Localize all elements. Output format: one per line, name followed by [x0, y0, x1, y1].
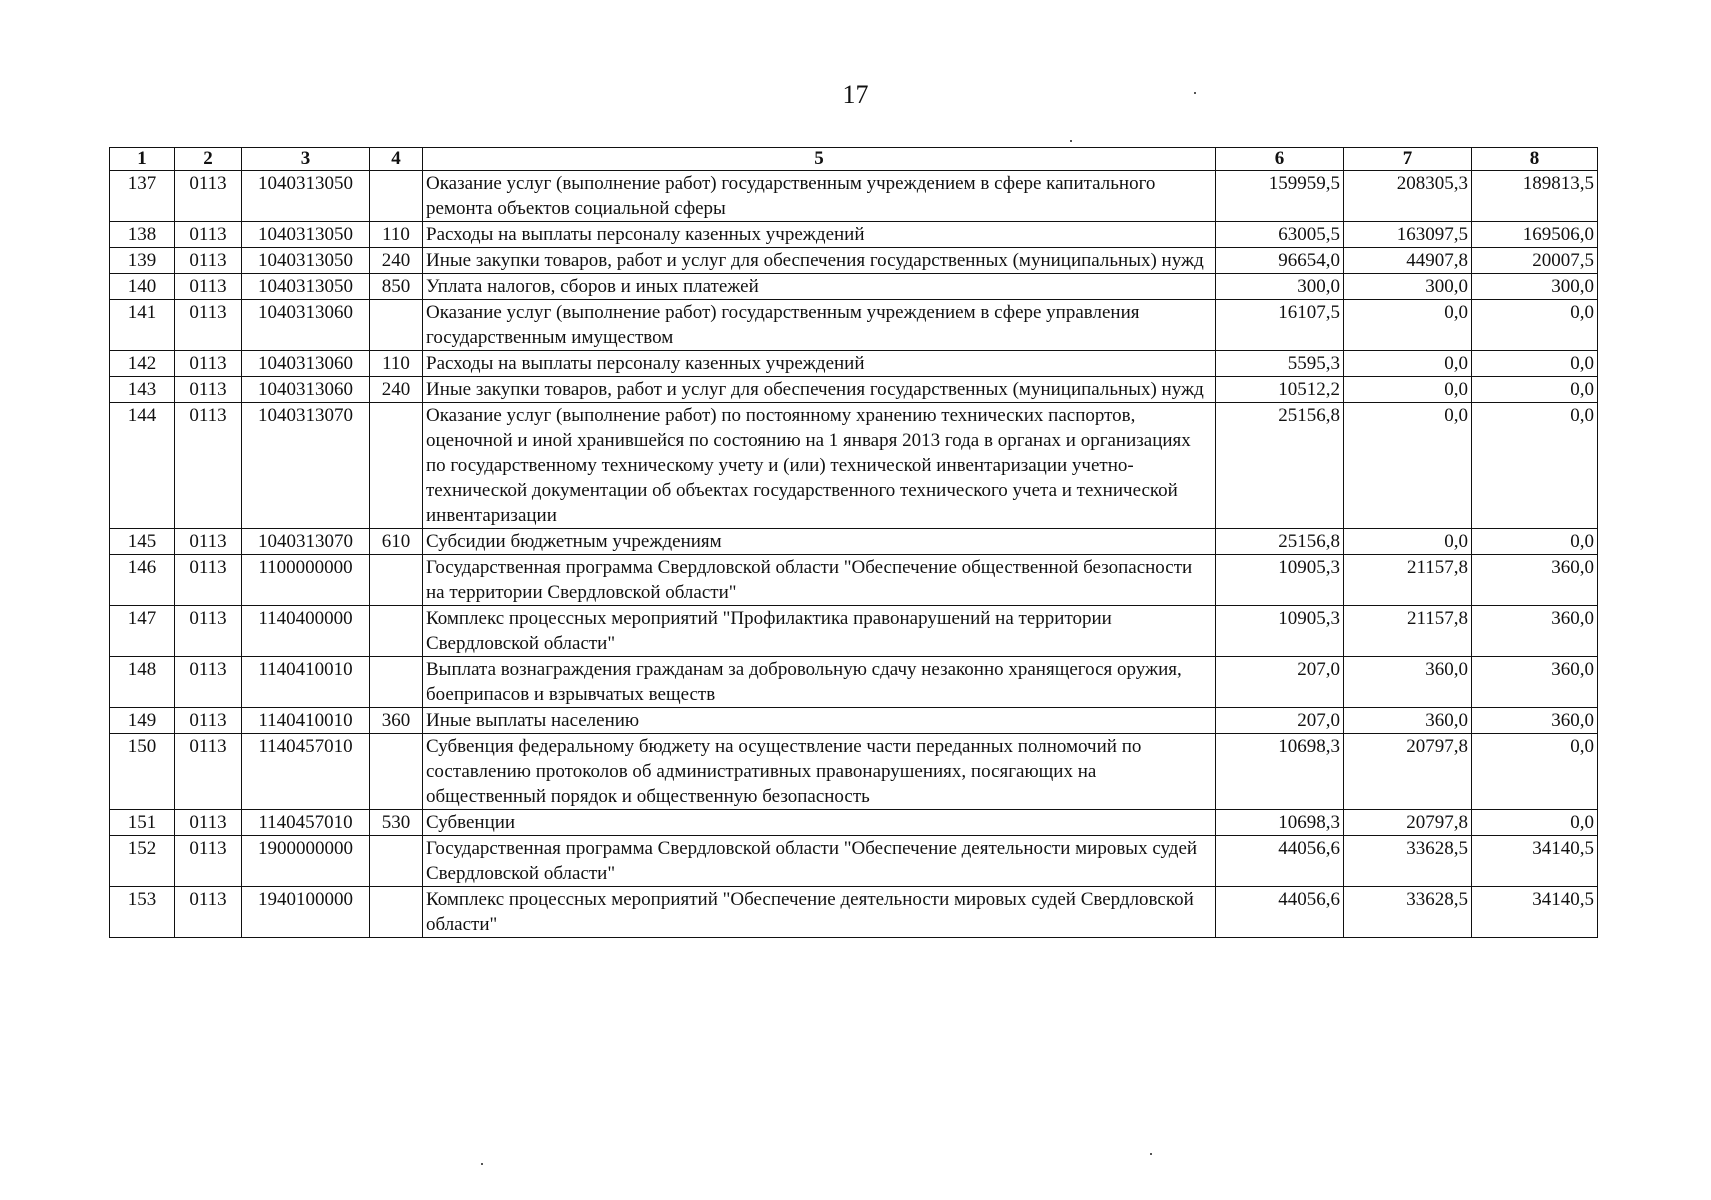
- amount-col8-cell: 0,0: [1472, 300, 1598, 351]
- amount-col7-cell: 0,0: [1344, 351, 1472, 377]
- amount-col6-cell: 25156,8: [1216, 403, 1344, 529]
- table-row: [110, 810, 1598, 836]
- amount-col8-cell: 0,0: [1472, 529, 1598, 555]
- amount-col6-cell: 10698,3: [1216, 734, 1344, 810]
- row-number-cell: 150: [110, 734, 175, 810]
- amount-col8-cell: 360,0: [1472, 657, 1598, 708]
- target-code-cell: 1100000000: [242, 555, 370, 606]
- expense-type-cell: [370, 606, 423, 657]
- section-code-cell: 0113: [175, 274, 242, 300]
- amount-col8-cell: 360,0: [1472, 555, 1598, 606]
- table-row: [110, 555, 1598, 606]
- amount-col7-cell: 0,0: [1344, 529, 1472, 555]
- amount-col7-cell: 360,0: [1344, 708, 1472, 734]
- description-cell: Оказание услуг (выполнение работ) по постоянному хранению технических паспортов, оценочной и иной хранившейся по состоянию на 1 января 2013 года в органах и организациях по государственному техническому учету и (или) технической инвентаризации учетно-технической документации об объектах государственного технического учета и технической инвентаризации: [423, 403, 1216, 529]
- amount-col7-cell: 0,0: [1344, 377, 1472, 403]
- target-code-cell: 1140410010: [242, 708, 370, 734]
- header-row: [110, 148, 1598, 171]
- amount-col6-cell: 63005,5: [1216, 222, 1344, 248]
- amount-col8-cell: 360,0: [1472, 606, 1598, 657]
- row-number-cell: 142: [110, 351, 175, 377]
- description-cell: Расходы на выплаты персоналу казенных учреждений: [423, 222, 1216, 248]
- amount-col8-cell: 0,0: [1472, 734, 1598, 810]
- section-code-cell: 0113: [175, 377, 242, 403]
- amount-col7-cell: 208305,3: [1344, 171, 1472, 222]
- table-row: [110, 529, 1598, 555]
- description-cell: Государственная программа Свердловской области "Обеспечение деятельности мировых судей Свердловской области": [423, 836, 1216, 887]
- target-code-cell: 1040313050: [242, 274, 370, 300]
- scan-speck: [1150, 1153, 1152, 1155]
- amount-col8-cell: 34140,5: [1472, 836, 1598, 887]
- expense-type-cell: 110: [370, 222, 423, 248]
- description-cell: Выплата вознаграждения гражданам за добровольную сдачу незаконно хранящегося оружия, боеприпасов и взрывчатых веществ: [423, 657, 1216, 708]
- description-cell: Иные выплаты населению: [423, 708, 1216, 734]
- amount-col7-cell: 21157,8: [1344, 606, 1472, 657]
- description-cell: Комплекс процессных мероприятий "Профилактика правонарушений на территории Свердловской области": [423, 606, 1216, 657]
- amount-col7-cell: 20797,8: [1344, 734, 1472, 810]
- table-body: [110, 171, 1598, 938]
- target-code-cell: 1040313060: [242, 377, 370, 403]
- expense-type-cell: [370, 887, 423, 938]
- expense-type-cell: 850: [370, 274, 423, 300]
- target-code-cell: 1040313060: [242, 351, 370, 377]
- table-row: [110, 171, 1598, 222]
- amount-col6-cell: 25156,8: [1216, 529, 1344, 555]
- table-row: [110, 222, 1598, 248]
- amount-col6-cell: 207,0: [1216, 657, 1344, 708]
- target-code-cell: 1140410010: [242, 657, 370, 708]
- target-code-cell: 1040313050: [242, 222, 370, 248]
- row-number-cell: 151: [110, 810, 175, 836]
- expense-type-cell: 610: [370, 529, 423, 555]
- expense-type-cell: [370, 403, 423, 529]
- amount-col8-cell: 0,0: [1472, 403, 1598, 529]
- amount-col7-cell: 20797,8: [1344, 810, 1472, 836]
- section-code-cell: 0113: [175, 529, 242, 555]
- scan-speck: [1194, 92, 1196, 94]
- table-row: [110, 403, 1598, 529]
- row-number-cell: 149: [110, 708, 175, 734]
- amount-col8-cell: 0,0: [1472, 810, 1598, 836]
- expense-type-cell: [370, 171, 423, 222]
- amount-col6-cell: 10905,3: [1216, 606, 1344, 657]
- target-code-cell: 1040313070: [242, 403, 370, 529]
- amount-col7-cell: 33628,5: [1344, 887, 1472, 938]
- description-cell: Субвенции: [423, 810, 1216, 836]
- table-row: [110, 657, 1598, 708]
- expense-type-cell: [370, 300, 423, 351]
- section-code-cell: 0113: [175, 403, 242, 529]
- target-code-cell: 1140457010: [242, 734, 370, 810]
- expense-type-cell: 530: [370, 810, 423, 836]
- section-code-cell: 0113: [175, 657, 242, 708]
- budget-table: [109, 147, 1598, 938]
- row-number-cell: 140: [110, 274, 175, 300]
- amount-col6-cell: 5595,3: [1216, 351, 1344, 377]
- scan-speck: [1070, 140, 1072, 142]
- table-row: [110, 606, 1598, 657]
- expense-type-cell: [370, 734, 423, 810]
- expense-type-cell: 240: [370, 248, 423, 274]
- target-code-cell: 1040313070: [242, 529, 370, 555]
- description-cell: Оказание услуг (выполнение работ) государственным учреждением в сфере управления государственным имуществом: [423, 300, 1216, 351]
- amount-col7-cell: 44907,8: [1344, 248, 1472, 274]
- row-number-cell: 152: [110, 836, 175, 887]
- amount-col8-cell: 360,0: [1472, 708, 1598, 734]
- header-cell-2: 2: [175, 148, 242, 171]
- amount-col7-cell: 21157,8: [1344, 555, 1472, 606]
- section-code-cell: 0113: [175, 171, 242, 222]
- table-row: [110, 351, 1598, 377]
- description-cell: Иные закупки товаров, работ и услуг для обеспечения государственных (муниципальных) нужд: [423, 248, 1216, 274]
- header-cell-3: 3: [242, 148, 370, 171]
- target-code-cell: 1140400000: [242, 606, 370, 657]
- amount-col6-cell: 44056,6: [1216, 887, 1344, 938]
- target-code-cell: 1900000000: [242, 836, 370, 887]
- page-number: 17: [842, 80, 869, 109]
- header-cell-8: 8: [1472, 148, 1598, 171]
- section-code-cell: 0113: [175, 222, 242, 248]
- scan-speck: [481, 1163, 483, 1165]
- section-code-cell: 0113: [175, 555, 242, 606]
- amount-col8-cell: 0,0: [1472, 377, 1598, 403]
- header-cell-1: 1: [110, 148, 175, 171]
- section-code-cell: 0113: [175, 836, 242, 887]
- amount-col8-cell: 0,0: [1472, 351, 1598, 377]
- expense-type-cell: 240: [370, 377, 423, 403]
- header-cell-7: 7: [1344, 148, 1472, 171]
- description-cell: Комплекс процессных мероприятий "Обеспечение деятельности мировых судей Свердловской области": [423, 887, 1216, 938]
- table-row: [110, 377, 1598, 403]
- header-cell-6: 6: [1216, 148, 1344, 171]
- amount-col6-cell: 10512,2: [1216, 377, 1344, 403]
- description-cell: Субвенция федеральному бюджету на осуществление части переданных полномочий по составлению протоколов об административных правонарушениях, посягающих на общественный порядок и общественную безопасность: [423, 734, 1216, 810]
- amount-col7-cell: 360,0: [1344, 657, 1472, 708]
- amount-col7-cell: 33628,5: [1344, 836, 1472, 887]
- amount-col6-cell: 96654,0: [1216, 248, 1344, 274]
- header-cell-5: 5: [423, 148, 1216, 171]
- amount-col6-cell: 44056,6: [1216, 836, 1344, 887]
- table-row: [110, 836, 1598, 887]
- description-cell: Оказание услуг (выполнение работ) государственным учреждением в сфере капитального ремонта объектов социальной сферы: [423, 171, 1216, 222]
- target-code-cell: 1040313050: [242, 171, 370, 222]
- description-cell: Субсидии бюджетным учреждениям: [423, 529, 1216, 555]
- expense-type-cell: [370, 657, 423, 708]
- expense-type-cell: 110: [370, 351, 423, 377]
- section-code-cell: 0113: [175, 734, 242, 810]
- amount-col6-cell: 159959,5: [1216, 171, 1344, 222]
- amount-col6-cell: 300,0: [1216, 274, 1344, 300]
- section-code-cell: 0113: [175, 606, 242, 657]
- target-code-cell: 1140457010: [242, 810, 370, 836]
- row-number-cell: 141: [110, 300, 175, 351]
- row-number-cell: 137: [110, 171, 175, 222]
- amount-col8-cell: 34140,5: [1472, 887, 1598, 938]
- row-number-cell: 153: [110, 887, 175, 938]
- table-row: [110, 734, 1598, 810]
- section-code-cell: 0113: [175, 810, 242, 836]
- table-row: [110, 300, 1598, 351]
- description-cell: Уплата налогов, сборов и иных платежей: [423, 274, 1216, 300]
- row-number-cell: 147: [110, 606, 175, 657]
- amount-col8-cell: 189813,5: [1472, 171, 1598, 222]
- amount-col7-cell: 0,0: [1344, 403, 1472, 529]
- amount-col7-cell: 163097,5: [1344, 222, 1472, 248]
- amount-col8-cell: 169506,0: [1472, 222, 1598, 248]
- expense-type-cell: [370, 836, 423, 887]
- amount-col7-cell: 0,0: [1344, 300, 1472, 351]
- table-row: [110, 887, 1598, 938]
- row-number-cell: 145: [110, 529, 175, 555]
- header-cell-4: 4: [370, 148, 423, 171]
- row-number-cell: 138: [110, 222, 175, 248]
- expense-type-cell: [370, 555, 423, 606]
- target-code-cell: 1040313060: [242, 300, 370, 351]
- section-code-cell: 0113: [175, 300, 242, 351]
- row-number-cell: 146: [110, 555, 175, 606]
- target-code-cell: 1940100000: [242, 887, 370, 938]
- row-number-cell: 148: [110, 657, 175, 708]
- row-number-cell: 143: [110, 377, 175, 403]
- section-code-cell: 0113: [175, 248, 242, 274]
- description-cell: Иные закупки товаров, работ и услуг для обеспечения государственных (муниципальных) нужд: [423, 377, 1216, 403]
- amount-col6-cell: 10905,3: [1216, 555, 1344, 606]
- amount-col8-cell: 20007,5: [1472, 248, 1598, 274]
- amount-col8-cell: 300,0: [1472, 274, 1598, 300]
- amount-col6-cell: 10698,3: [1216, 810, 1344, 836]
- description-cell: Расходы на выплаты персоналу казенных учреждений: [423, 351, 1216, 377]
- amount-col6-cell: 207,0: [1216, 708, 1344, 734]
- row-number-cell: 139: [110, 248, 175, 274]
- table-row: [110, 708, 1598, 734]
- row-number-cell: 144: [110, 403, 175, 529]
- amount-col6-cell: 16107,5: [1216, 300, 1344, 351]
- amount-col7-cell: 300,0: [1344, 274, 1472, 300]
- table-row: [110, 248, 1598, 274]
- table-row: [110, 274, 1598, 300]
- section-code-cell: 0113: [175, 351, 242, 377]
- section-code-cell: 0113: [175, 708, 242, 734]
- expense-type-cell: 360: [370, 708, 423, 734]
- target-code-cell: 1040313050: [242, 248, 370, 274]
- description-cell: Государственная программа Свердловской области "Обеспечение общественной безопасности на территории Свердловской области": [423, 555, 1216, 606]
- section-code-cell: 0113: [175, 887, 242, 938]
